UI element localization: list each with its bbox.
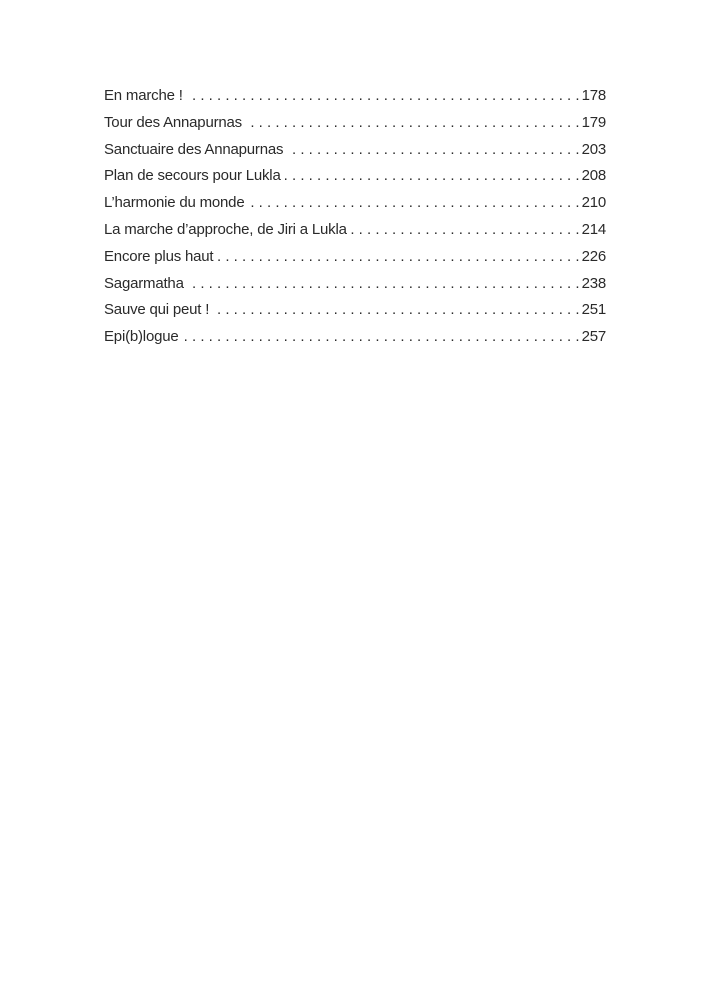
toc-dot-leader xyxy=(287,137,579,164)
toc-entry-title: Epi(b)logue xyxy=(104,328,179,346)
toc-entry-title: L’harmonie du monde xyxy=(104,194,245,212)
toc-dot-leader xyxy=(213,297,579,324)
toc-dot-leader xyxy=(248,190,579,217)
toc-entry xyxy=(104,297,606,324)
toc-entry xyxy=(104,110,606,137)
toc-dot-leader xyxy=(351,217,580,244)
toc-entry-title: Tour des Annapurnas xyxy=(104,113,242,131)
toc-dot-leader xyxy=(217,244,579,271)
toc-dot-leader xyxy=(183,324,580,351)
toc-page-number: 178 xyxy=(581,87,606,104)
toc-page-number: 214 xyxy=(581,220,606,238)
toc-page-number: 179 xyxy=(581,113,606,131)
toc-entry xyxy=(104,163,606,190)
toc-entry-title: Encore plus haut xyxy=(104,247,214,265)
toc-entry-title: Sauve qui peut ! xyxy=(104,301,210,319)
toc-page-number: 226 xyxy=(581,247,606,265)
toc-entry-title: Plan de secours pour Lukla xyxy=(104,167,281,185)
toc-entry xyxy=(104,324,606,351)
toc-entry-title: La marche d’approche, de Jiri a Lukla xyxy=(104,220,347,238)
toc-page-number: 203 xyxy=(581,140,606,158)
table-of-contents xyxy=(104,83,606,351)
toc-entry-title: En marche ! xyxy=(104,87,183,104)
toc-entry xyxy=(104,83,606,110)
toc-entry xyxy=(104,137,606,164)
toc-entry xyxy=(104,190,606,217)
toc-dot-leader xyxy=(285,163,580,190)
toc-entry-title: Sagarmatha xyxy=(104,274,184,292)
toc-page-number: 251 xyxy=(581,301,606,319)
toc-entry xyxy=(104,244,606,271)
toc-entry-title: Sanctuaire des Annapurnas xyxy=(104,140,284,158)
toc-entry xyxy=(104,271,606,298)
toc-dot-leader xyxy=(188,271,580,298)
toc-page-number: 210 xyxy=(581,194,606,212)
toc-entry xyxy=(104,217,606,244)
toc-page-number: 238 xyxy=(581,274,606,292)
toc-dot-leader xyxy=(246,110,580,137)
toc-dot-leader xyxy=(187,83,580,110)
toc-page-number: 257 xyxy=(581,328,606,346)
toc-page-number: 208 xyxy=(581,167,606,185)
